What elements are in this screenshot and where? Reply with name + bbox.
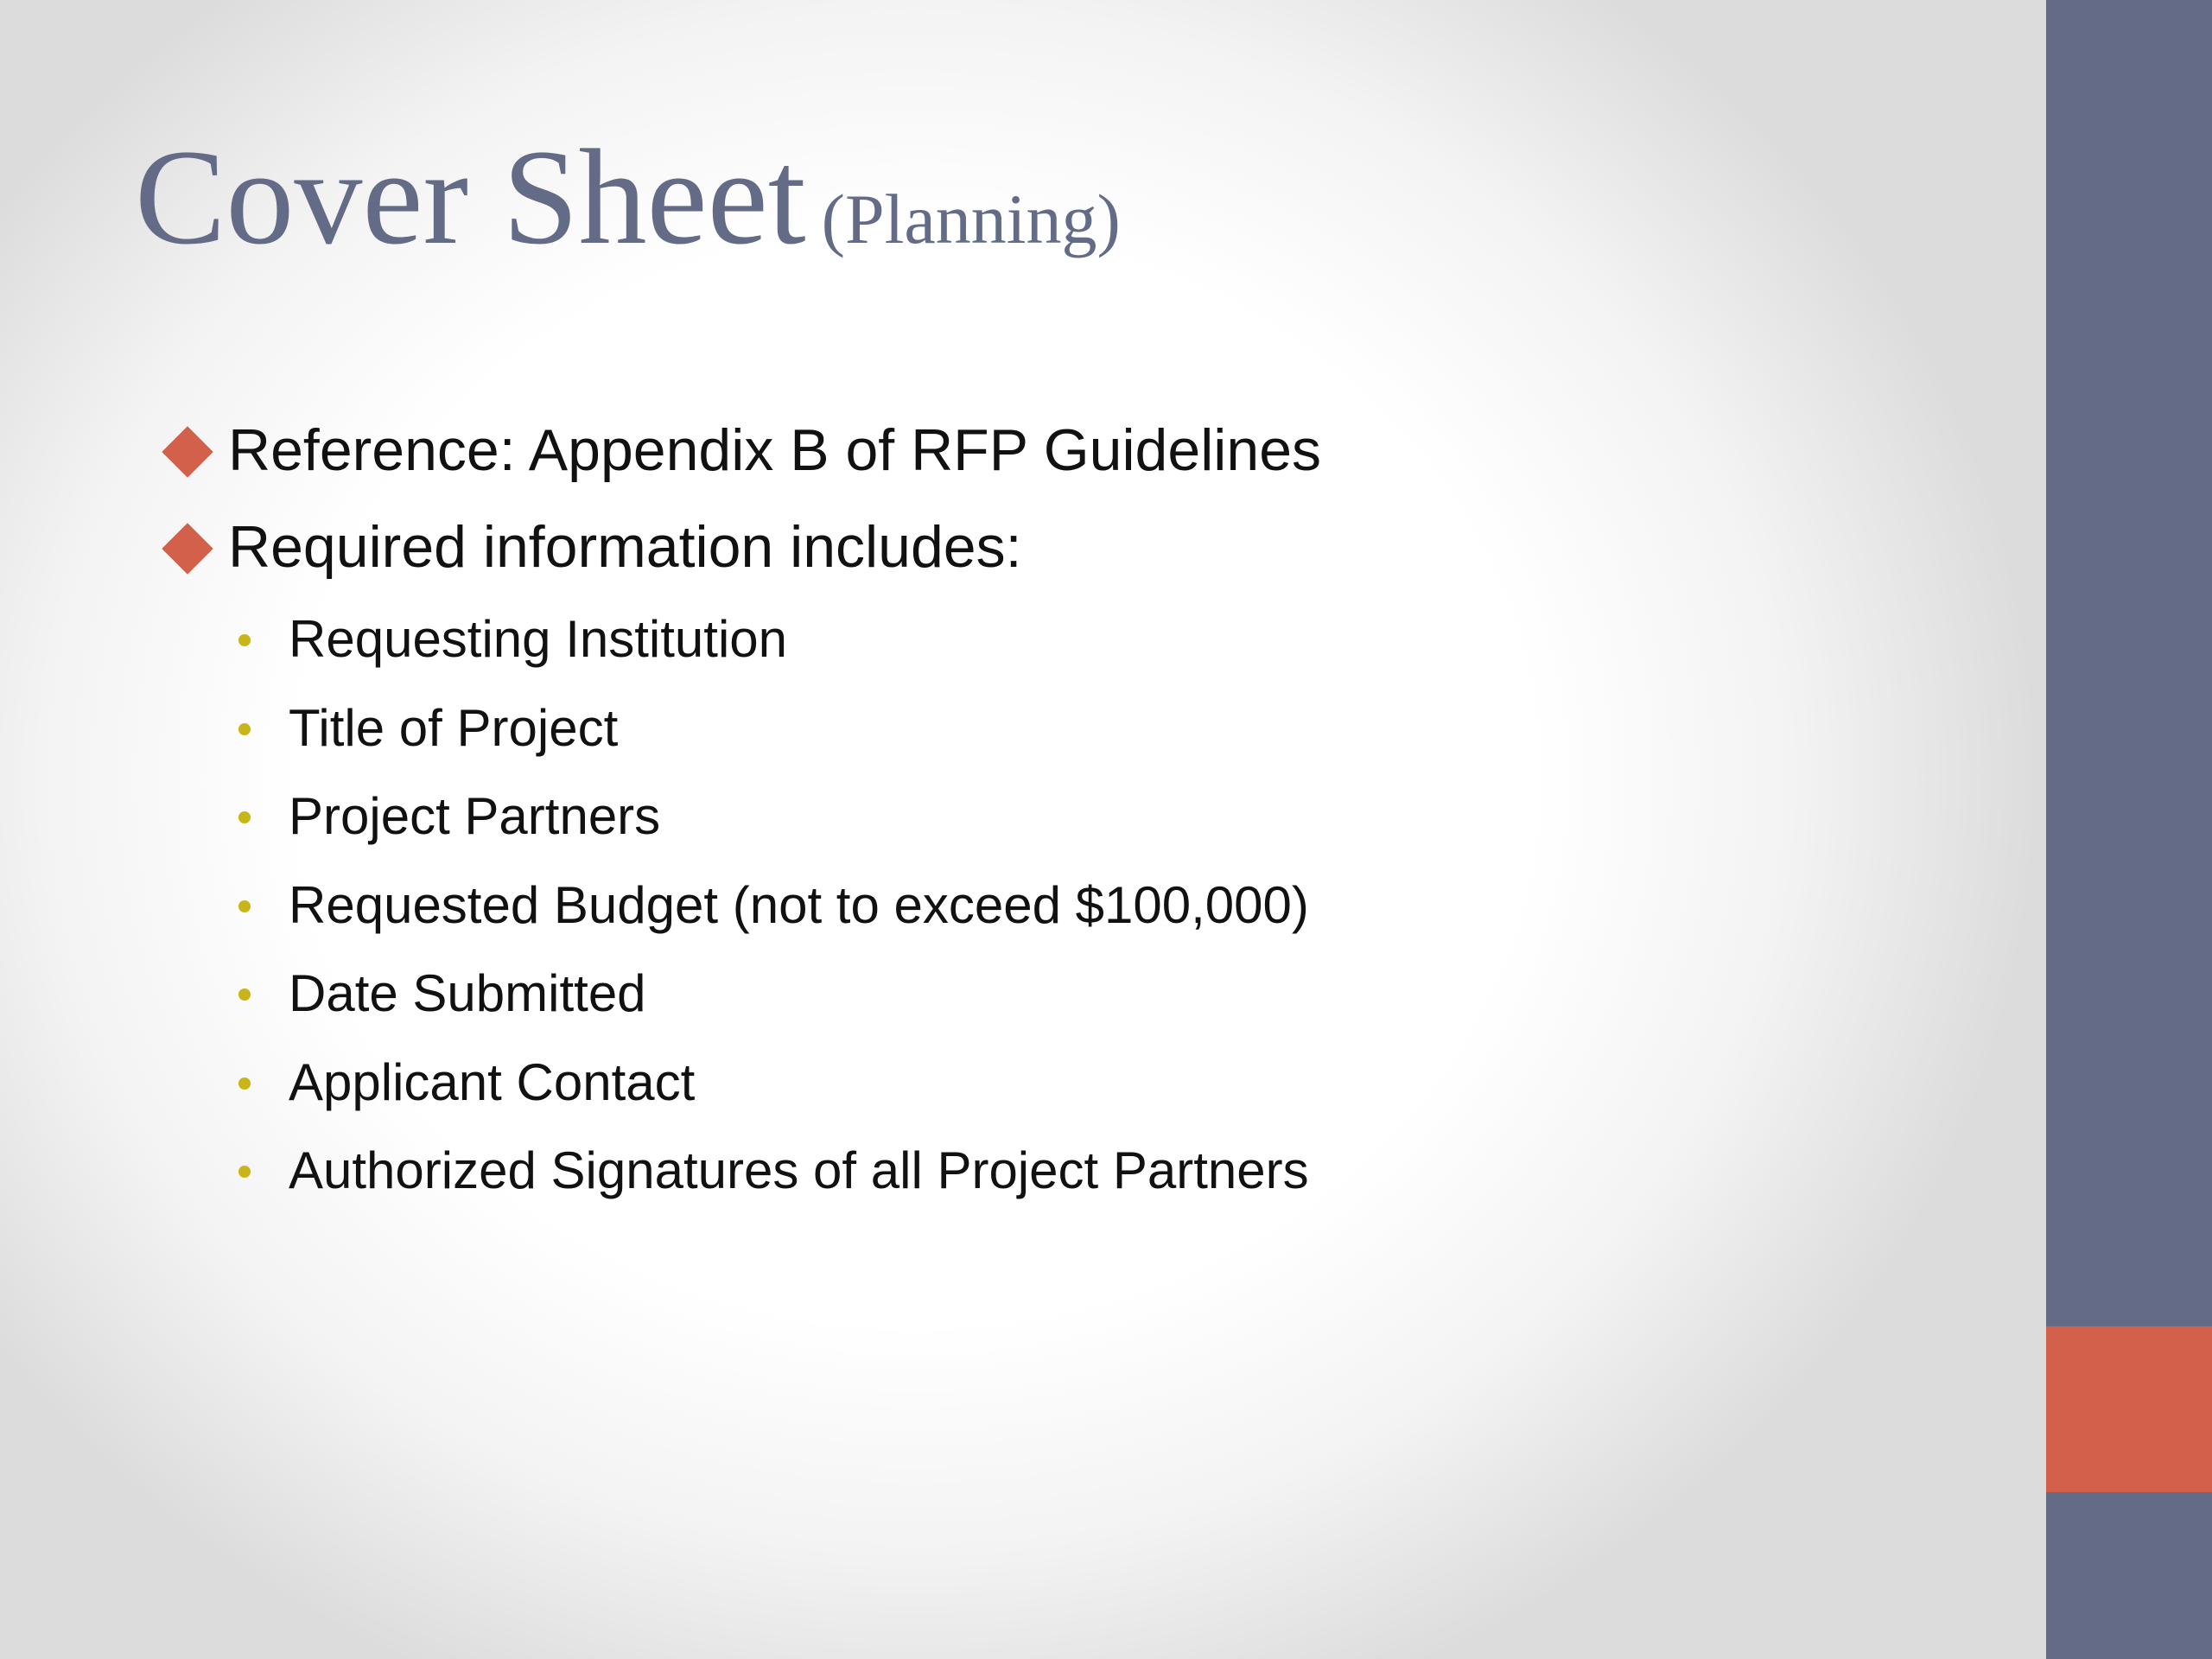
sub-bullet-item bbox=[164, 684, 1321, 773]
sub-bullet-item bbox=[164, 595, 1321, 684]
bullet-list bbox=[164, 402, 1321, 1216]
sub-bullet-text: Authorized Signatures of all Project Partners bbox=[289, 1141, 1309, 1199]
bullet-item bbox=[164, 402, 1321, 499]
dot-bullet-icon bbox=[238, 723, 251, 735]
diamond-bullet-icon bbox=[162, 523, 213, 574]
bullet-text: Reference: Appendix B of RFP Guidelines bbox=[228, 417, 1322, 483]
dot-bullet-icon bbox=[238, 1166, 251, 1178]
sub-bullet-item bbox=[164, 1039, 1321, 1128]
sub-bullet-item bbox=[164, 772, 1321, 861]
dot-bullet-icon bbox=[238, 988, 251, 1001]
sub-bullet-item bbox=[164, 1127, 1321, 1216]
sub-bullet-text: Applicant Contact bbox=[289, 1052, 696, 1111]
sub-bullet-text: Project Partners bbox=[289, 787, 661, 845]
dot-bullet-icon bbox=[238, 811, 251, 823]
side-accent-block bbox=[2046, 1326, 2212, 1492]
diamond-bullet-icon bbox=[162, 426, 213, 477]
sub-bullet-text: Requesting Institution bbox=[289, 610, 788, 668]
bullet-item bbox=[164, 499, 1321, 595]
dot-bullet-icon bbox=[238, 1077, 251, 1090]
title-main: Cover Sheet bbox=[135, 122, 806, 273]
dot-bullet-icon bbox=[238, 900, 251, 912]
bullet-text: Required information includes: bbox=[228, 514, 1022, 580]
sub-bullet-item bbox=[164, 861, 1321, 950]
sub-bullet-text: Requested Budget (not to exceed $100,000) bbox=[289, 875, 1309, 934]
sub-bullet-text: Date Submitted bbox=[289, 964, 646, 1022]
sub-bullet-item bbox=[164, 950, 1321, 1039]
title-subtitle: (Planning) bbox=[821, 180, 1121, 258]
slide-title bbox=[135, 122, 1121, 273]
dot-bullet-icon bbox=[238, 634, 251, 646]
sub-bullet-text: Title of Project bbox=[289, 698, 619, 757]
